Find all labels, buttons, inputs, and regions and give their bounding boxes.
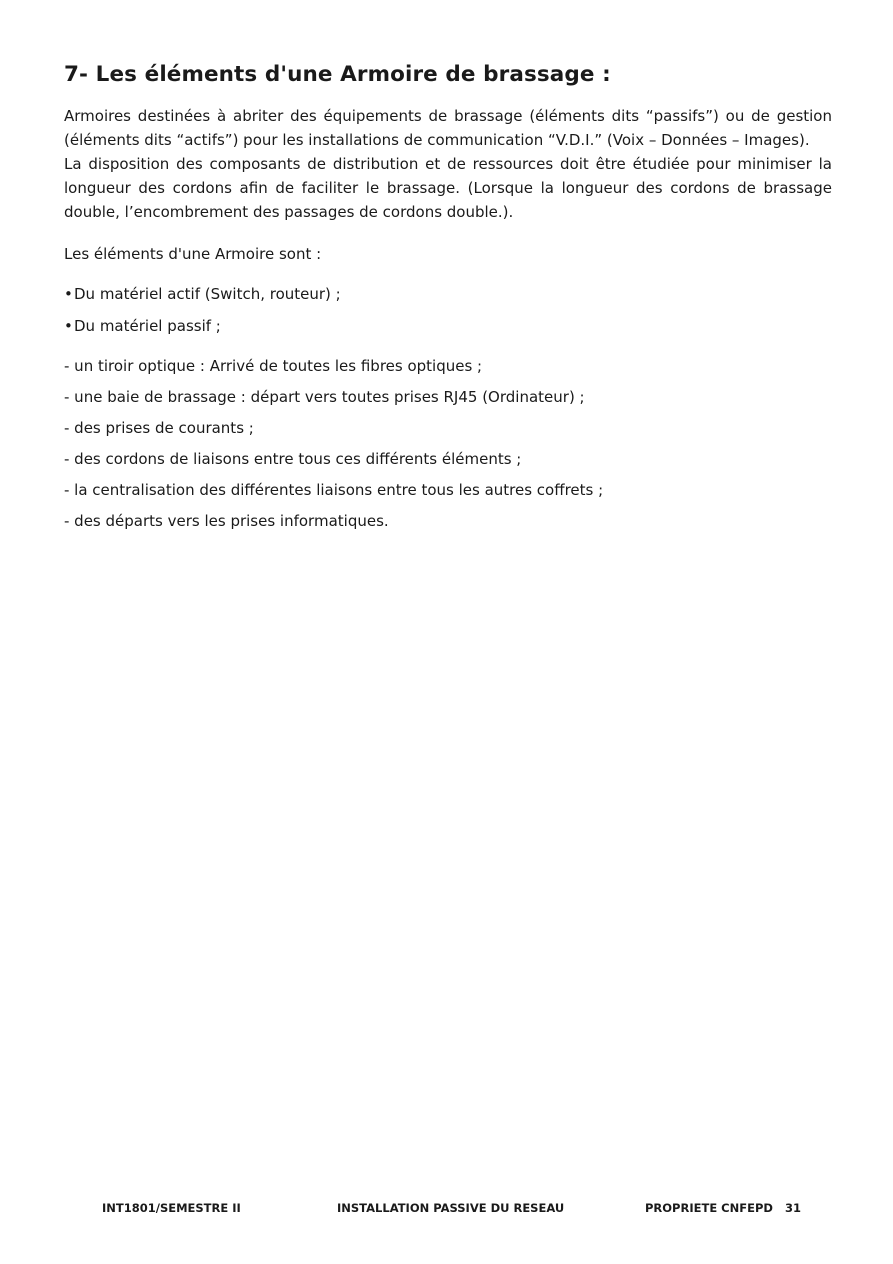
page-number: 31 <box>785 1201 802 1215</box>
page-content <box>64 62 832 533</box>
footer-course-code: INT1801/SEMESTRE II <box>102 1201 241 1215</box>
dash-item: - un tiroir optique : Arrivé de toutes les fibres optiques ; <box>64 357 483 375</box>
bullet-text: Du matériel actif (Switch, routeur) ; <box>74 285 341 303</box>
dash-item: - des départs vers les prises informatiques. <box>64 512 389 530</box>
bullet-item <box>64 314 832 338</box>
footer-course-title: INSTALLATION PASSIVE DU RESEAU <box>337 1201 565 1215</box>
dash-item: - des cordons de liaisons entre tous ces différents éléments ; <box>64 450 522 468</box>
dash-item: - une baie de brassage : départ vers toutes prises RJ45 (Ordinateur) ; <box>64 388 585 406</box>
page-footer <box>0 1201 893 1219</box>
bullet-symbol: • <box>64 317 73 335</box>
dash-item: - la centralisation des différentes liaisons entre tous les autres coffrets ; <box>64 481 604 499</box>
footer-owner: PROPRIETE CNFEPD <box>645 1201 773 1215</box>
paragraph-description: Armoires destinées à abriter des équipements de brassage (éléments dits “passifs”) ou de gestion (éléments dits “actifs”) pour les installations de communication “V.D.I.” (Voix – Données – Images). <box>64 107 832 149</box>
dash-item: - des prises de courants ; <box>64 419 254 437</box>
bullet-text: Du matériel passif ; <box>74 317 221 335</box>
bullet-symbol: • <box>64 285 73 303</box>
paragraph-disposition: La disposition des composants de distribution et de ressources doit être étudiée pour minimiser la longueur des cordons afin de faciliter le brassage. (Lorsque la longueur des cordons de brassage double, l’encombrement des passages de cordons double.). <box>64 155 832 221</box>
elements-intro: Les éléments d'une Armoire sont : <box>64 245 322 263</box>
bullet-item <box>64 282 832 306</box>
section-heading: 7- Les éléments d'une Armoire de brassage : <box>64 62 611 87</box>
